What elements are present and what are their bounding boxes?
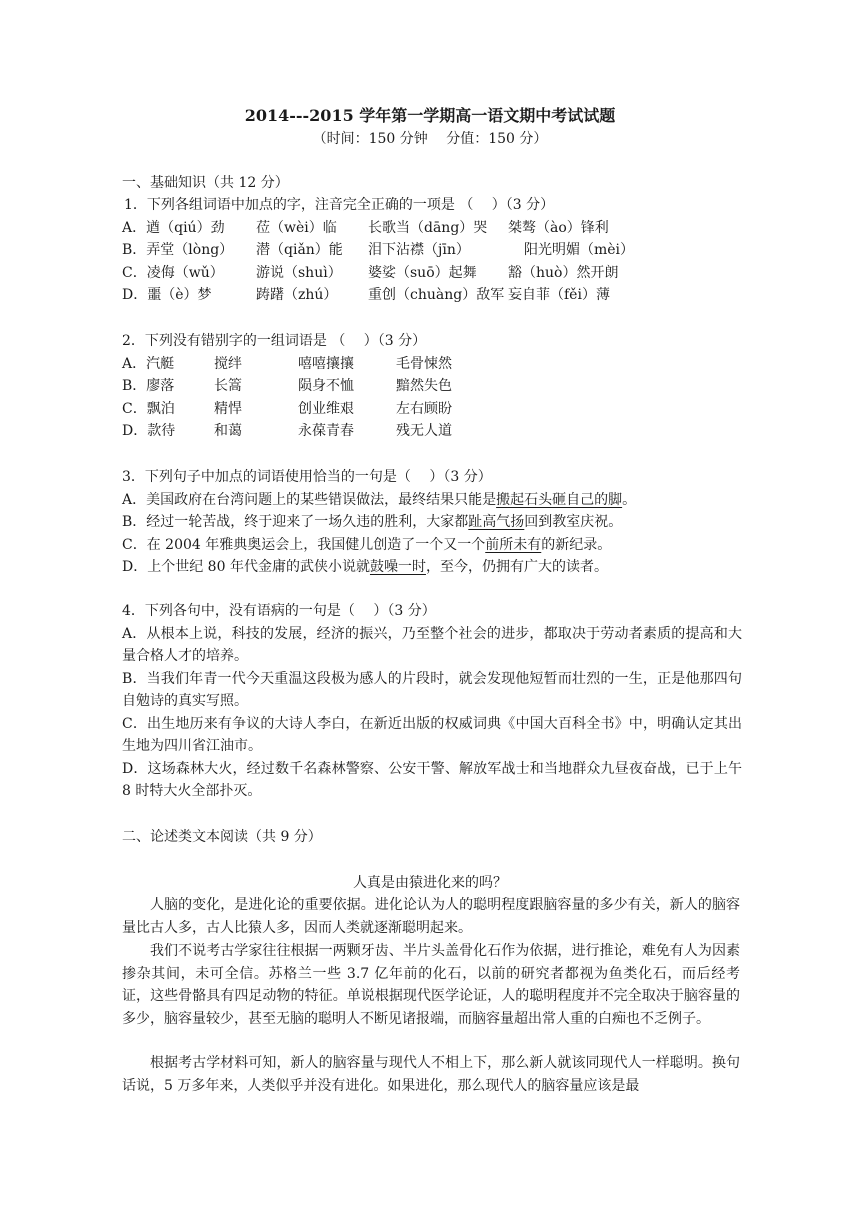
q1-a-4: 桀骜（ào）锋利 [508,219,609,236]
q4-option-b: B．当我们年青一代今天重温这段极为感人的片段时，就会发现他短暂而壮烈的一生，正是他那四句自勉诗的真实写照。 [122,670,742,709]
q2-a-2: 搅绊 [214,355,242,372]
q1-b-1: B．弄堂（lòng） [122,242,234,258]
q1-a-1: A．遒（qiú）劲 [122,219,225,236]
section1 [122,172,742,195]
q2-a-4: 毛骨悚然 [396,355,452,372]
exam-title: 2014---2015 学年第一学期高一语文期中考试试题 [244,106,616,125]
q2-b-1: B．廖落 [122,378,175,394]
q2-b-2: 长篙 [214,378,242,394]
q3-option-a [122,489,742,512]
question-2 [122,330,742,443]
question-3 [122,466,742,579]
q3-c-underlined: 前所未有 [485,536,542,553]
q3-b-pre: B．经过一轮苦战，终于迎来了一场久违的胜利，大家都 [122,514,469,530]
q2-b-3: 陨身不恤 [298,378,354,394]
q2-stem: 2．下列没有错别字的一组词语是 （ ）（3 分） [122,333,427,349]
exam-subtitle: （时间：150 分钟 分值：150 分） [312,131,548,147]
q1-option-c [122,262,744,285]
q1-b-3: 泪下沾襟（jīn） [368,242,470,258]
q2-d-4: 残无人道 [396,423,452,439]
q3-b-post: 回到教室庆祝。 [524,514,623,530]
q3-a-underlined: 搬起石头砸自己的脚 [496,491,623,508]
section2-heading: 二、论述类文本阅读（共 9 分） [122,829,322,845]
q1-option-b [122,239,744,262]
q2-c-1: C．飘泊 [122,400,175,417]
q2-c-2: 精悍 [214,400,242,417]
q3-c-post: 的新纪录。 [541,536,612,553]
article-paragraph-1: 人脑的变化，是进化论的重要依据。进化论认为人的聪明程度跟脑容量的多少有关，新人的脑容量比古人多，古人比猿人多，因而人类就逐渐聪明起来。 [122,897,740,936]
q2-d-3: 永葆青春 [298,423,354,439]
q3-option-c [122,534,742,557]
article-paragraph-3: 根据考古学材料可知，新人的脑容量与现代人不相上下，那么新人就该同现代人一样聪明。换句话说，5 万多年来，人类似乎并没有进化。如果进化，那么现代人的脑容量应该是最 [122,1055,740,1094]
q1-b-4: 阳光明媚（mèi） [524,242,635,258]
q1-option-d [122,284,744,307]
q2-b-4: 黯然失色 [396,378,452,394]
q1-stem: 1．下列各组词语中加点的字，注音完全正确的一项是 （ ）（3 分） [124,197,555,213]
q3-b-underlined: 趾高气扬 [468,514,525,530]
q1-c-1: C．凌侮（wǔ） [122,264,224,281]
q2-option-d [122,420,742,443]
article-paragraph-2: 我们不说考古学家往往根据一两颗牙齿、半片头盖骨化石作为依据，进行推论，难免有人为因素掺杂其间，未可全信。苏格兰一些 3.7 亿年前的化石，以前的研究者都视为鱼类化石，而后经考证，这些骨骼具有四足动物的特征。单说根据现代医学论证，人的聪明程度并不完全取决于脑容量的多少，脑容量较少，甚至无脑的聪明人不断见诸报端，而脑容量超出常人重的白痴也不乏例子。 [122,943,740,1027]
q1-d-2: 踌躇（zhú） [256,287,338,303]
q1-d-1: D．噩（è）梦 [122,287,212,303]
q2-c-3: 创业维艰 [298,400,354,417]
q3-d-post: ，至今，仍拥有广大的读者。 [425,559,608,575]
q1-c-3: 婆娑（suō）起舞 [368,264,477,281]
q1-option-a [122,217,744,240]
q3-d-underlined: 鼓噪一时 [369,559,426,575]
q3-a-pre: A．美国政府在台湾问题上的某些错误做法，最终结果只能是 [122,491,497,508]
q1-b-2: 潜（qiǎn）能 [256,242,343,258]
q2-d-1: D．款待 [122,423,176,439]
q3-option-d [122,556,742,579]
q2-d-2: 和蔼 [214,423,242,439]
q2-option-a [122,353,742,376]
q1-d-4: 妄自菲（fěi）薄 [508,287,610,303]
article-title: 人真是由猿进化来的吗？ [353,875,507,891]
q3-c-pre: C．在 2004 年雅典奥运会上，我国健儿创造了一个又一个 [122,536,486,553]
q4-stem: 4．下列各句中，没有语病的一句是（ ）（3 分） [122,603,436,619]
question-4 [122,600,742,803]
q3-stem: 3．下列句子中加点的词语使用恰当的一句是（ ）（3 分） [122,469,492,485]
question-1 [124,194,744,307]
q2-c-4: 左右顾盼 [396,400,452,417]
q1-c-4: 豁（huò）然开朗 [508,264,619,281]
q4-option-a: A．从根本上说，科技的发展，经济的振兴，乃至整个社会的进步，都取决于劳动者素质的提高和大量合格人才的培养。 [122,625,742,664]
q3-a-post: 。 [622,491,637,508]
q4-option-d: D．这场森林大火，经过数千名森林警察、公安干警、解放军战士和当地群众九昼夜奋战，已于上午 8 时特大火全部扑灭。 [122,760,742,799]
q3-option-b [122,511,742,534]
section1-heading: 一、基础知识（共 12 分） [122,175,289,191]
q2-option-b [122,375,742,398]
q1-d-3: 重创（chuàng）敌军 [368,287,505,303]
q1-a-3: 长歌当（dāng）哭 [368,219,488,236]
q2-a-3: 嘻嘻攘攘 [298,355,354,372]
q4-option-c: C．出生地历来有争议的大诗人李白，在新近出版的权威词典《中国大百科全书》中，明确认定其出生地为四川省江油市。 [122,715,742,754]
q1-a-2: 莅（wèi）临 [256,219,337,236]
q3-d-pre: D．上个世纪 80 年代金庸的武侠小说就 [122,559,370,575]
q2-option-c [122,398,742,421]
q2-a-1: A．汽艇 [122,355,175,372]
section2 [122,826,742,849]
q1-c-2: 游说（shuì） [256,264,342,281]
